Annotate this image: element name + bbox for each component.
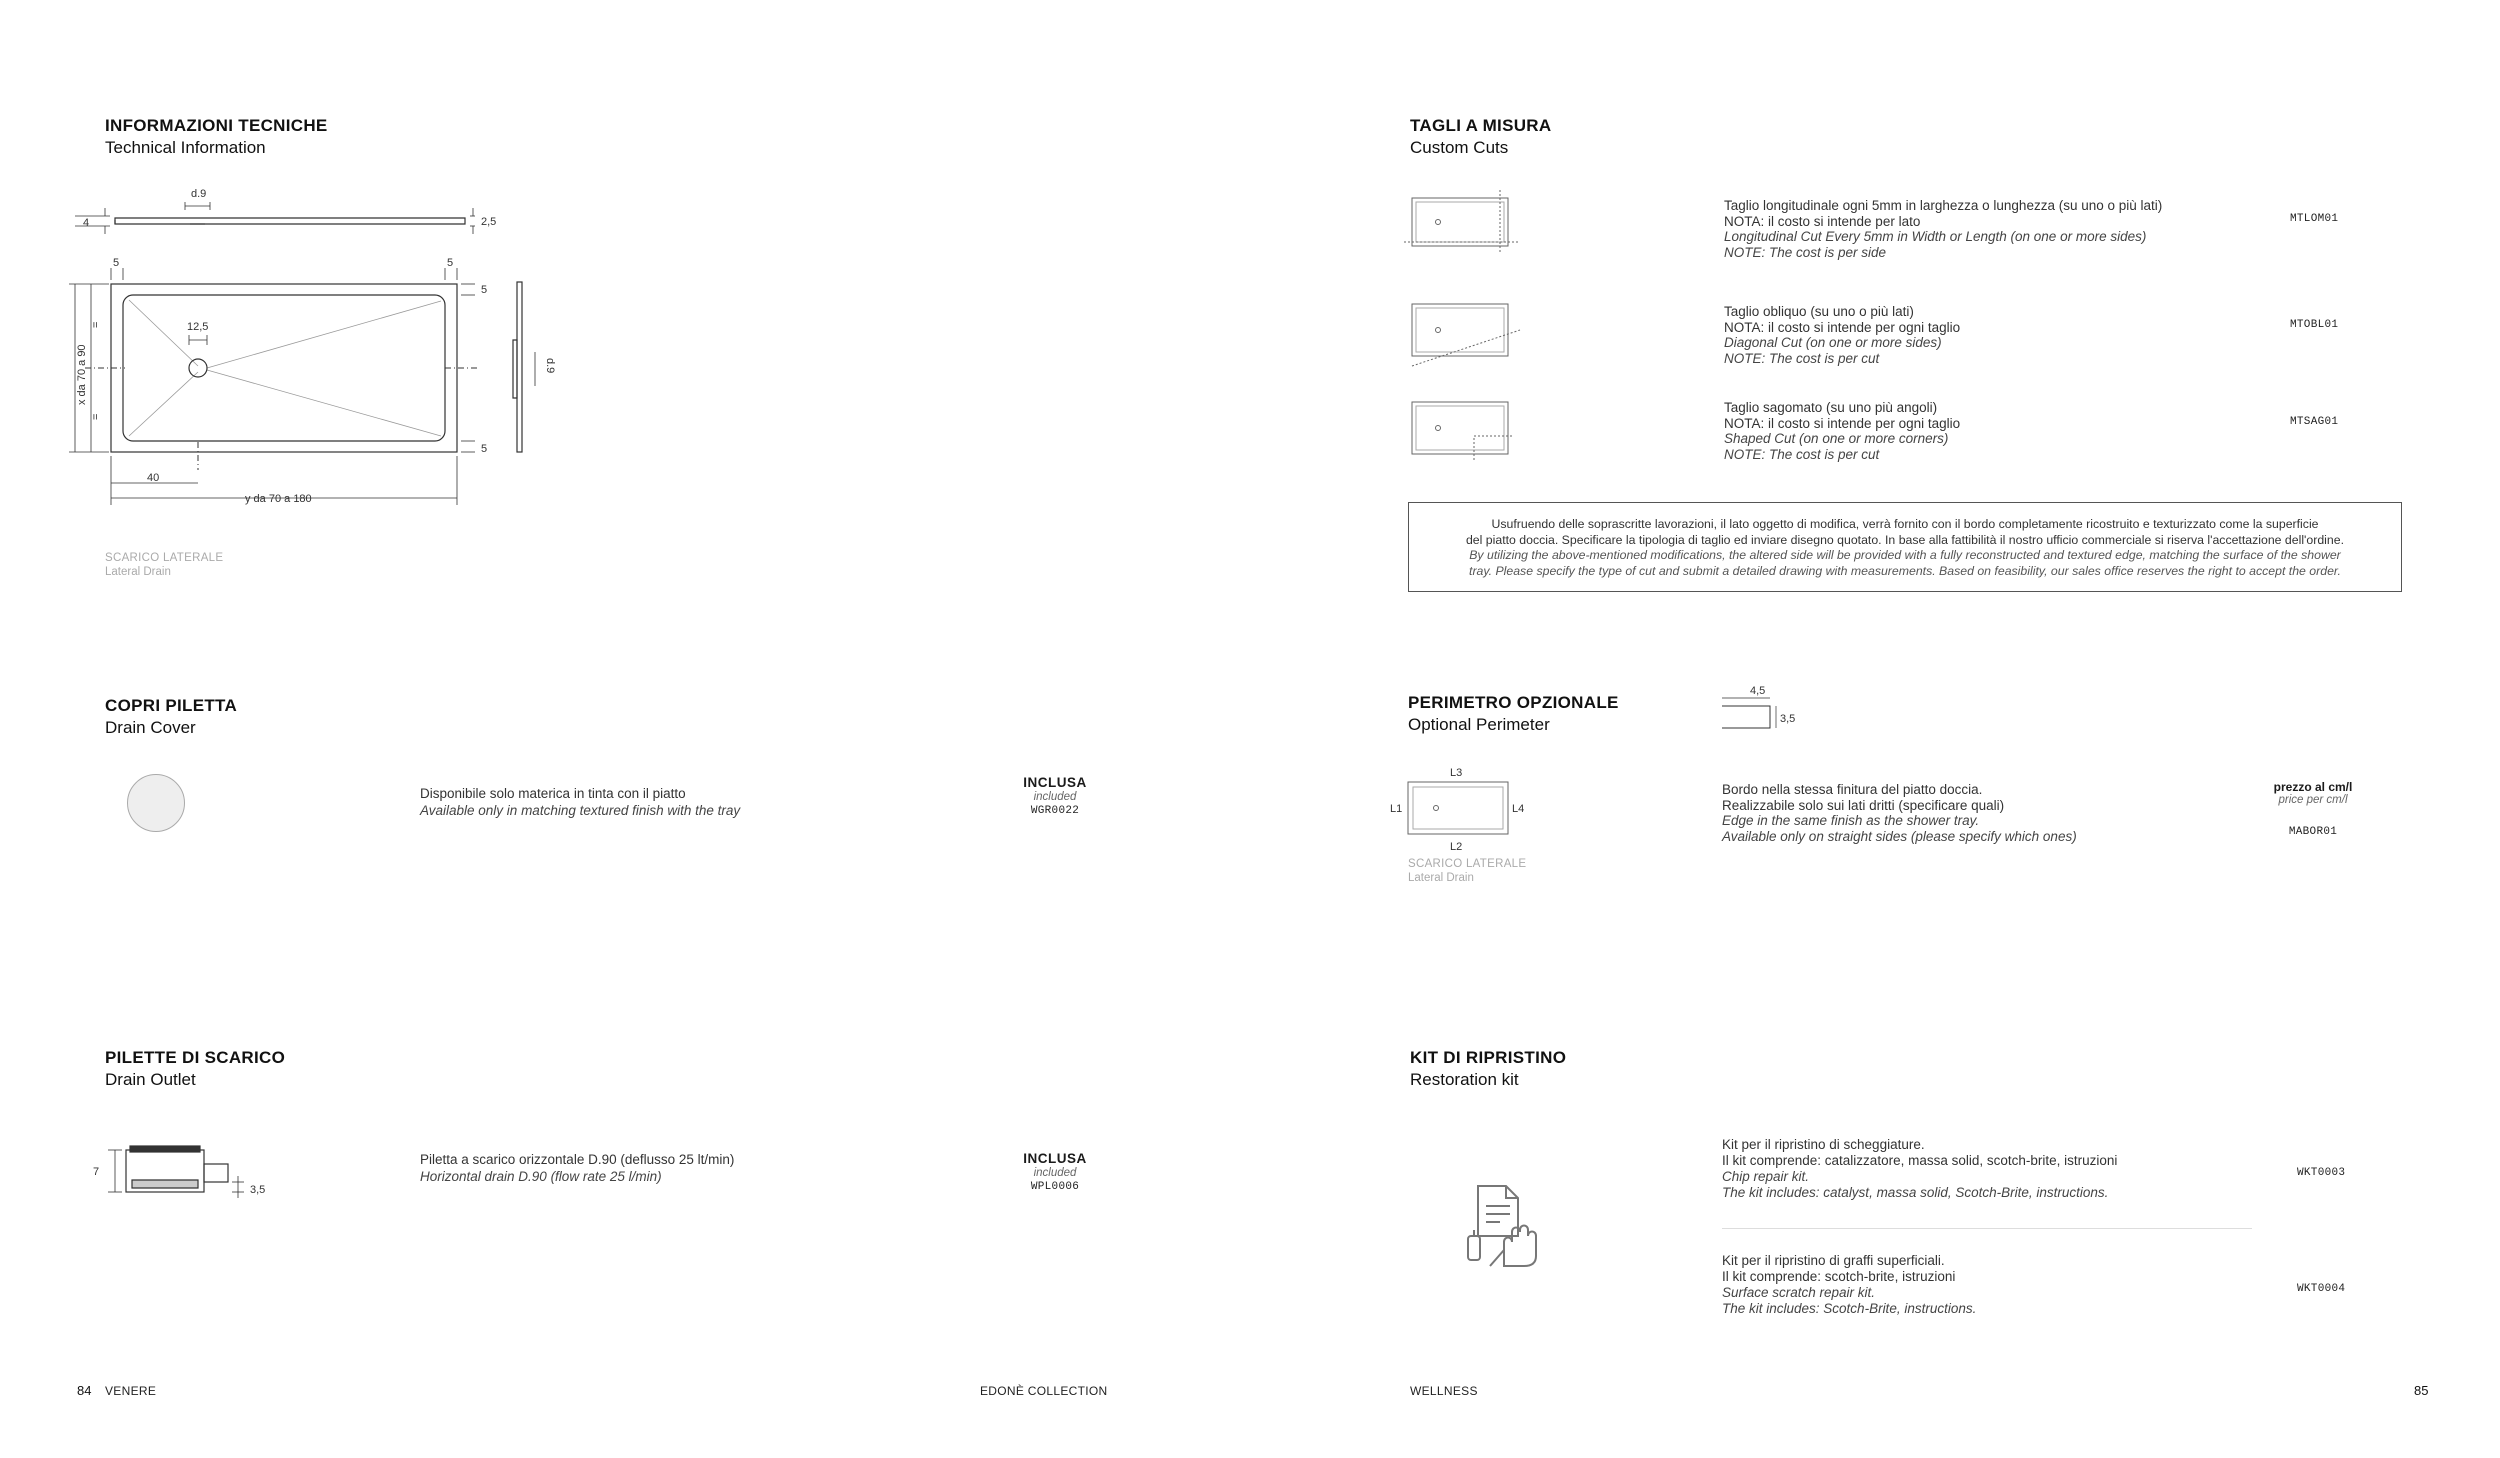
svg-text:5: 5 [113, 257, 120, 269]
left-page-number: 84 [77, 1383, 92, 1398]
perimeter-plan-drawing [1384, 762, 1534, 858]
left-footer-label: VENERE [105, 1384, 157, 1398]
perimeter-profile-drawing [1716, 676, 1816, 736]
drain-cover-included: INCLUSA [1023, 775, 1087, 790]
svg-text:=: = [90, 413, 102, 420]
svg-text:7: 7 [93, 1166, 100, 1178]
svg-text:L1: L1 [1390, 803, 1403, 815]
technical-caption-en: Lateral Drain [105, 566, 171, 578]
cut-2-code: MTOBL01 [2290, 319, 2339, 331]
svg-text:2,5: 2,5 [481, 216, 497, 228]
cut-2-line3: Diagonal Cut (on one or more sides) [1724, 335, 1942, 350]
kit-1-line2: Il kit comprende: catalizzatore, massa solid, scotch-brite, istruzioni [1722, 1153, 2118, 1168]
diagonal-cut-icon [1402, 296, 1522, 368]
svg-text:d.9: d.9 [544, 358, 556, 374]
cut-3-line3: Shaped Cut (on one or more corners) [1724, 431, 1949, 446]
kit-2-line2: Il kit comprende: scotch-brite, istruzioni [1722, 1269, 1956, 1284]
svg-text:3,5: 3,5 [1780, 713, 1796, 725]
svg-text:L3: L3 [1450, 767, 1463, 779]
cut-1-code: MTLOM01 [2290, 213, 2339, 225]
drain-cover-image [127, 774, 185, 832]
footer-wellness: WELLNESS [1410, 1384, 1478, 1398]
longitudinal-cut-icon [1402, 188, 1522, 260]
kit-2-line4: The kit includes: Scotch-Brite, instructions. [1722, 1301, 1977, 1316]
custom-cuts-subtitle: Custom Cuts [1410, 138, 1509, 157]
cut-1-line4: NOTE: The cost is per side [1724, 245, 1887, 260]
technical-caption: SCARICO LATERALE [105, 552, 224, 564]
svg-text:3,5: 3,5 [250, 1184, 266, 1196]
kit-1-line4: The kit includes: catalyst, massa solid, Scotch-Brite, instructions. [1722, 1185, 2109, 1200]
cut-3-line1: Taglio sagomato (su uno più angoli) [1724, 400, 1938, 415]
note-it-1: Usufruendo delle soprascritte lavorazioni, il lato oggetto di modifica, verrà fornito con il bordo completamente ricostruito e texturizzato come la superficie [1491, 517, 2319, 531]
drain-outlet-subtitle: Drain Outlet [105, 1070, 196, 1089]
restoration-title: KIT DI RIPRISTINO [1410, 1048, 1567, 1067]
drain-cover-desc-en: Available only in matching textured finish with the tray [420, 803, 741, 818]
drain-cover-code: WGR0022 [1030, 805, 1080, 817]
cut-1-line3: Longitudinal Cut Every 5mm in Width or Length (on one or more sides) [1724, 229, 2147, 244]
kit-1-code: WKT0003 [2297, 1167, 2346, 1179]
perimeter-caption: SCARICO LATERALE [1408, 858, 1527, 870]
perimeter-line1: Bordo nella stessa finitura del piatto doccia. [1722, 782, 1983, 797]
perimeter-price: prezzo al cm/l [2273, 780, 2353, 794]
drain-outlet-desc-en: Horizontal drain D.90 (flow rate 25 l/min) [420, 1169, 662, 1184]
perimeter-price-en: price per cm/l [2278, 794, 2348, 806]
drain-cover-title: COPRI PILETTA [105, 696, 238, 715]
kit-2-line1: Kit per il ripristino di graffi superficiali. [1722, 1253, 1945, 1268]
svg-text:4: 4 [83, 217, 90, 229]
cut-1-line1: Taglio longitudinale ogni 5mm in larghezza o lunghezza (su uno o più lati) [1724, 198, 2163, 213]
cut-2-line4: NOTE: The cost is per cut [1724, 351, 1880, 366]
svg-text:5: 5 [447, 257, 454, 269]
svg-text:5: 5 [481, 284, 488, 296]
perimeter-title: PERIMETRO OPZIONALE [1408, 693, 1619, 712]
kit-2-line3: Surface scratch repair kit. [1722, 1285, 1876, 1300]
perimeter-caption-en: Lateral Drain [1408, 872, 1474, 884]
technical-info-title: INFORMAZIONI TECNICHE [105, 116, 328, 135]
cut-3-line4: NOTE: The cost is per cut [1724, 447, 1880, 462]
drain-outlet-included: INCLUSA [1023, 1151, 1087, 1166]
right-page-number: 85 [2414, 1383, 2429, 1398]
cut-2-line2: NOTA: il costo si intende per ogni taglio [1724, 320, 1961, 335]
perimeter-line4: Available only on straight sides (please specify which ones) [1722, 829, 2077, 844]
note-en-2: tray. Please specify the type of cut and submit a detailed drawing with measurements. Based on feasibility, our sales office reserves the right to accept the order. [1469, 563, 2341, 578]
cut-1-line2: NOTA: il costo si intende per lato [1724, 214, 1921, 229]
technical-drawing [55, 180, 575, 520]
drain-outlet-code: WPL0006 [1030, 1181, 1080, 1193]
perimeter-code: MABOR01 [2288, 826, 2338, 838]
perimeter-subtitle: Optional Perimeter [1408, 715, 1550, 734]
svg-text:x da 70 a 90: x da 70 a 90 [76, 344, 88, 405]
drain-cover-included-en: included [1033, 791, 1077, 803]
kit-2-code: WKT0004 [2297, 1283, 2346, 1295]
svg-text:d.9: d.9 [191, 188, 207, 200]
cut-3-line2: NOTA: il costo si intende per ogni taglio [1724, 416, 1961, 431]
custom-cuts-title: TAGLI A MISURA [1410, 116, 1552, 135]
drain-cover-subtitle: Drain Cover [105, 718, 196, 737]
svg-text:y da 70 a 180: y da 70 a 180 [245, 493, 312, 505]
perimeter-line2: Realizzabile solo sui lati dritti (specificare quali) [1722, 798, 2005, 813]
custom-cuts-note-box [1408, 502, 2402, 592]
svg-text:L2: L2 [1450, 841, 1463, 853]
technical-info-subtitle: Technical Information [105, 138, 266, 157]
repair-kit-icon [1460, 1180, 1550, 1270]
svg-text:4,5: 4,5 [1750, 685, 1766, 697]
restoration-subtitle: Restoration kit [1410, 1070, 1519, 1089]
note-it-2: del piatto doccia. Specificare la tipologia di taglio ed inviare disegno quotato. In base alla fattibilità il nostro ufficio commerciale si riserva l'accettazione dell'ordine. [1465, 532, 2345, 547]
drain-outlet-included-en: included [1033, 1167, 1077, 1179]
cut-3-code: MTSAG01 [2290, 416, 2339, 428]
drain-outlet-drawing [88, 1140, 288, 1210]
kit-1-line3: Chip repair kit. [1722, 1169, 1810, 1184]
kit-divider [1722, 1228, 2252, 1229]
drain-cover-desc: Disponibile solo materica in tinta con il piatto [420, 786, 686, 801]
svg-text:L4: L4 [1512, 803, 1525, 815]
svg-text:5: 5 [481, 443, 488, 455]
svg-text:40: 40 [147, 472, 160, 484]
footer-collection: EDONÈ COLLECTION [980, 1384, 1108, 1398]
svg-text:=: = [90, 321, 102, 328]
drain-outlet-desc: Piletta a scarico orizzontale D.90 (deflusso 25 lt/min) [420, 1152, 735, 1167]
kit-1-line1: Kit per il ripristino di scheggiature. [1722, 1137, 1925, 1152]
shaped-cut-icon [1402, 394, 1522, 466]
drain-outlet-title: PILETTE DI SCARICO [105, 1048, 286, 1067]
note-en-1: By utilizing the above-mentioned modifications, the altered side will be provided with a fully reconstructed and textured edge, matching the surface of the shower [1469, 548, 2341, 562]
svg-text:12,5: 12,5 [187, 321, 209, 333]
cut-2-line1: Taglio obliquo (su uno o più lati) [1724, 304, 1914, 319]
perimeter-line3: Edge in the same finish as the shower tray. [1722, 813, 1980, 828]
